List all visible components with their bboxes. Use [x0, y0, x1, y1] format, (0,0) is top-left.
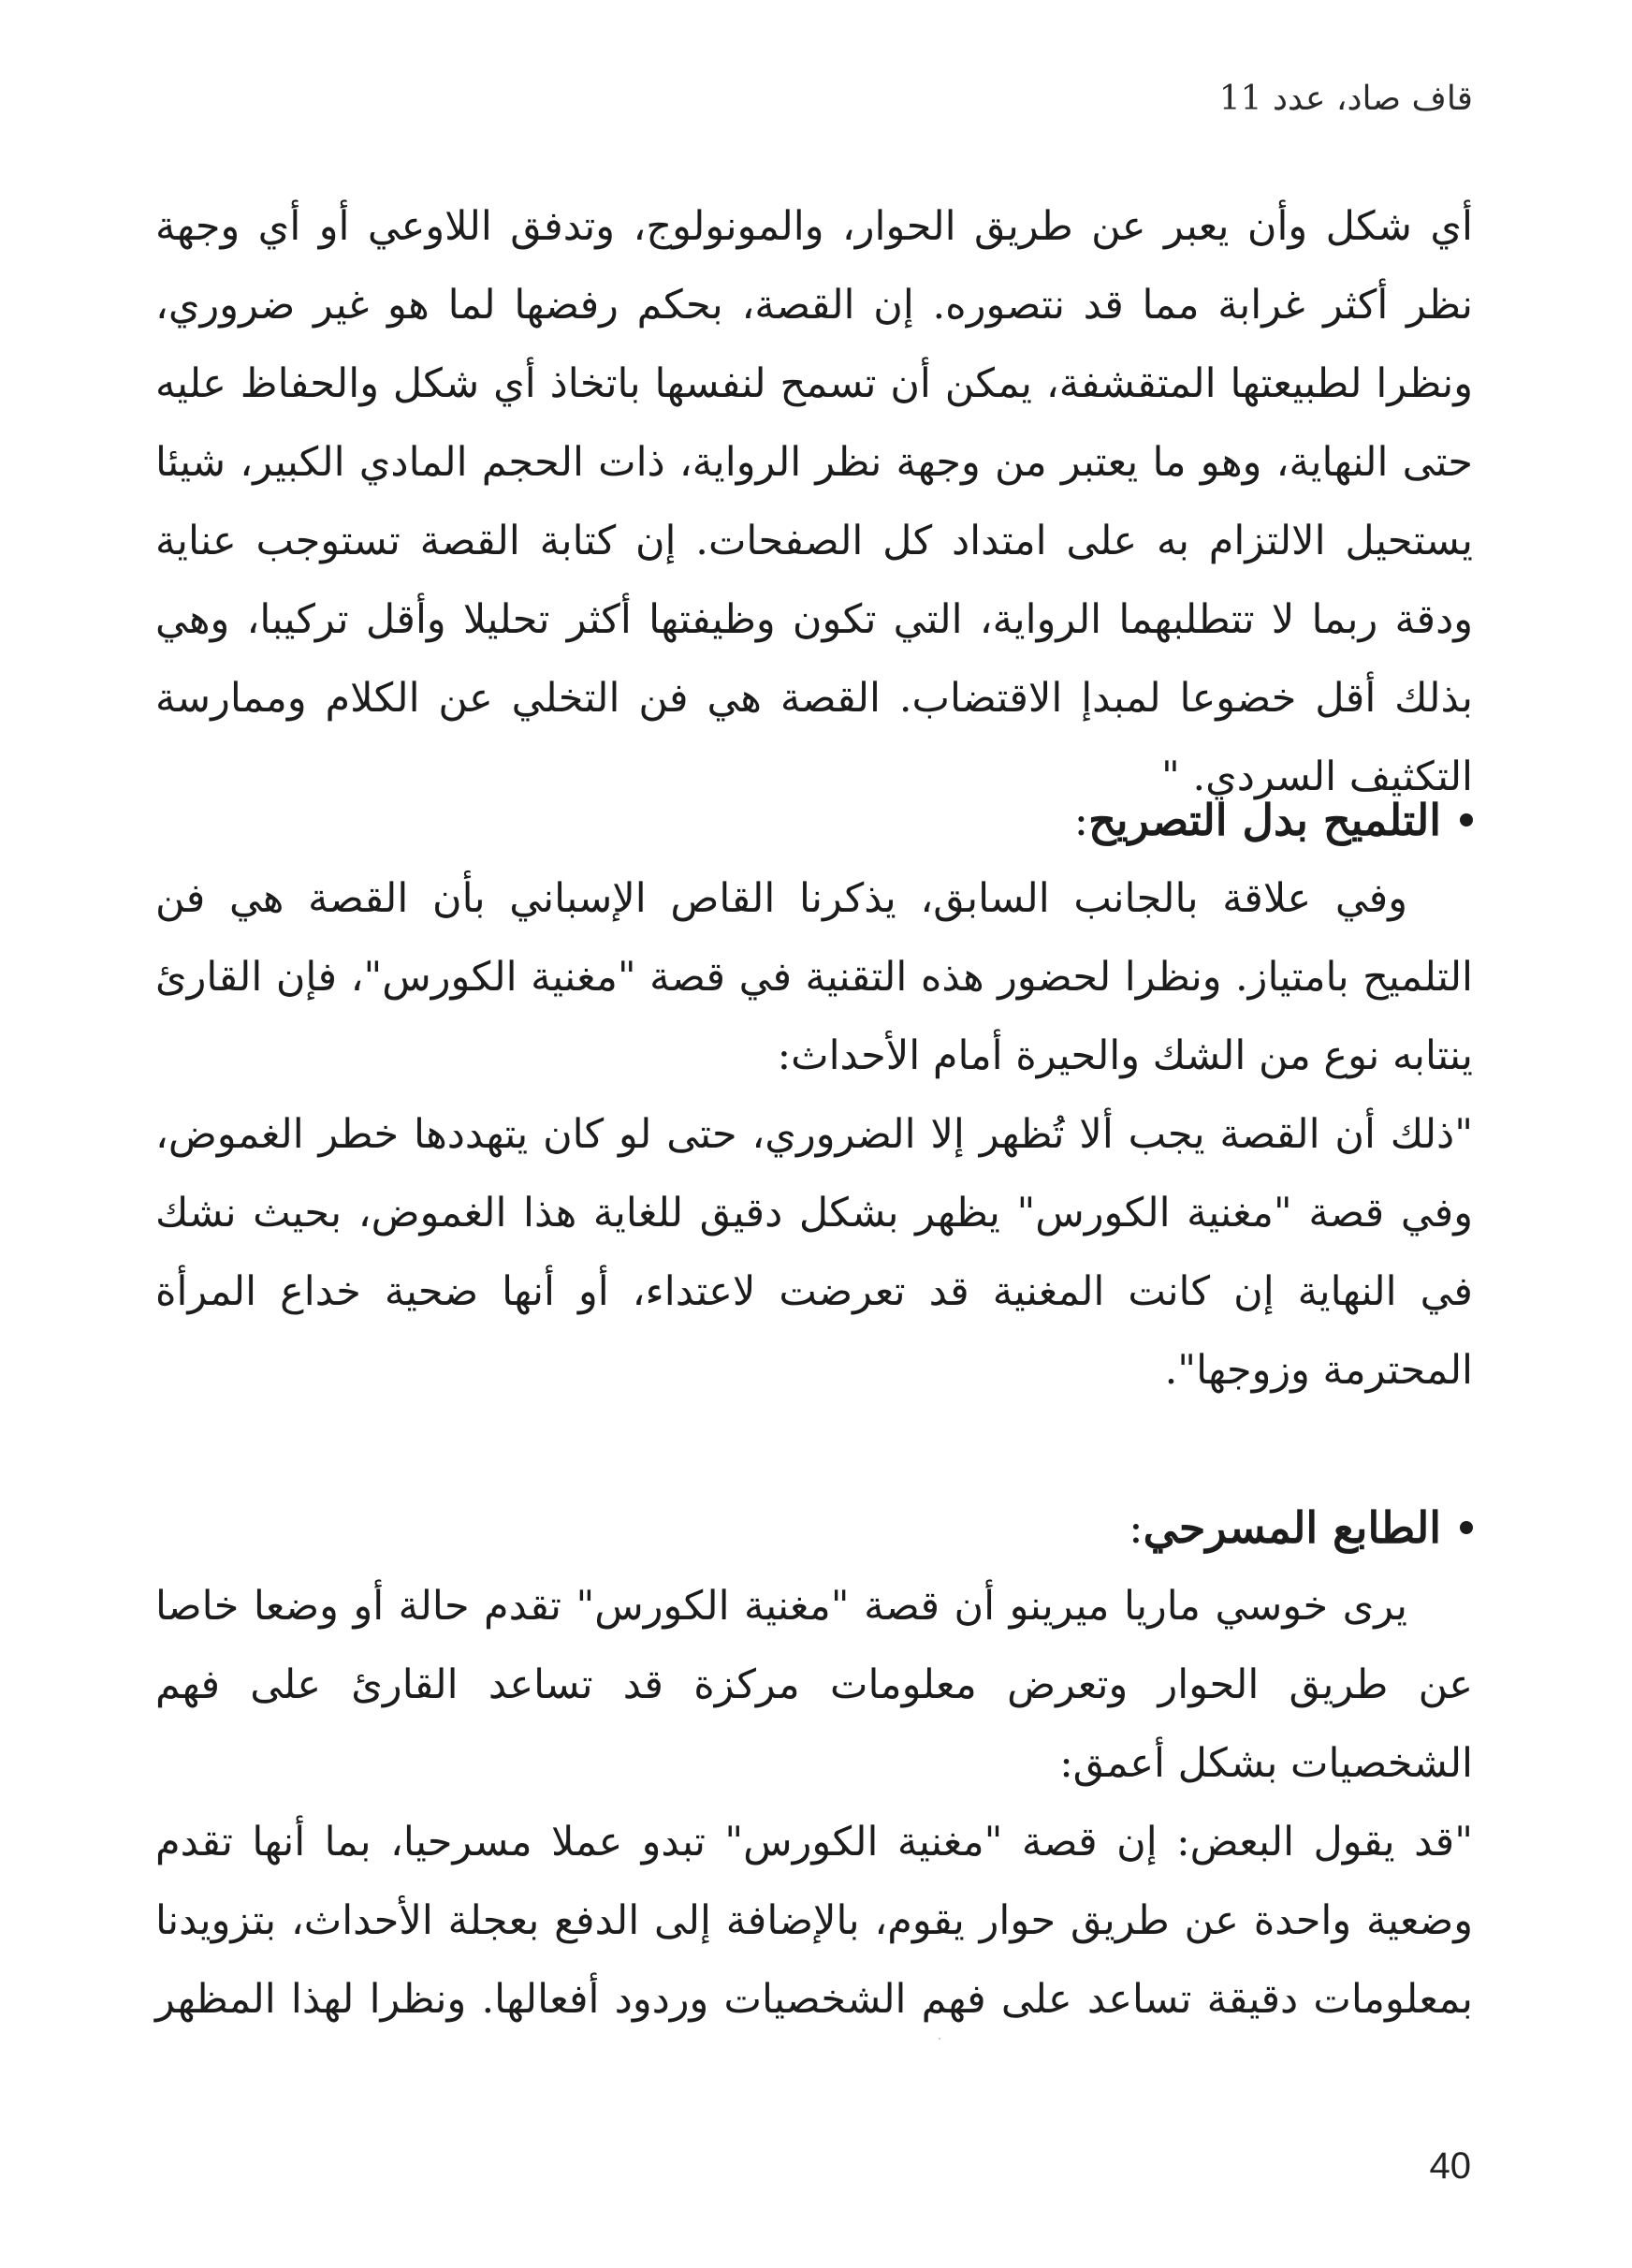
bullet-icon: [1460, 1521, 1473, 1534]
paragraph-theatrical-intro: يرى خوسي ماريا ميرينو أن قصة "مغنية الكورس" تقدم حالة أو وضعا خاصا عن طريق الحوار وتعرض معلومات مركزة قد تساعد القارئ على فهم الشخصيات بشكل أعمق:: [155, 1583, 1473, 1787]
running-header: قاف صاد، عدد 11: [1218, 80, 1473, 118]
section-heading-allusion-text: التلميح بدل التصريح: [1088, 795, 1441, 845]
section-heading-theatrical: [155, 1488, 1473, 1567]
quote-allusion: "ذلك أن القصة يجب ألا تُظهر إلا الضروري، حتى لو كان يتهددها خطر الغموض، وفي قصة "مغنية الكورس" يظهر بشكل دقيق للغاية هذا الغموض، بحيث نشك في النهاية إن كانت المغنية قد تعرضت لاعتداء، أو أنها ضحية خداع المرأة المحترمة وزوجها".: [155, 1111, 1473, 1394]
paragraph-continuation: أي شكل وأن يعبر عن طريق الحوار، والمونولوج، وتدفق اللاوعي أو أي وجهة نظر أكثر غرابة مما قد نتصوره. إن القصة، بحكم رفضها لما هو غير ضروري، ونظرا لطبيعتها المتقشفة، يمكن أن تسمح لنفسها باتخاذ أي شكل والحفاظ عليه حتى النهاية، وهو ما يعتبر من وجهة نظر الرواية، ذات الحجم المادي الكبير، شيئا يستحيل الالتزام به على امتداد كل الصفحات. إن كتابة القصة تستوجب عناية ودقة ربما لا تتطلبهما الرواية، التي تكون وظيفتها أكثر تحليلا وأقل تركيبا، وهي بذلك أقل خضوعا لمبدإ الاقتضاب. القصة هي فن التخلي عن الكلام وممارسة التكثيف السردي. ": [155, 203, 1473, 800]
section-heading-allusion: [155, 781, 1473, 859]
section-heading-theatrical-text: الطابع المسرحي: [1143, 1502, 1441, 1553]
quote-theatrical: "قد يقول البعض: إن قصة "مغنية الكورس" تبدو عملا مسرحيا، بما أنها تقدم وضعية واحدة عن طريق حوار يقوم، بالإضافة إلى الدفع بعجلة الأحداث، بتزويدنا بمعلومات دقيقة تساعد على فهم الشخصيات وردود أفعالها. ونظرا لهذا المظهر: [155, 1819, 1473, 2023]
heading-colon: :: [1129, 1502, 1144, 1553]
bullet-icon: [1460, 813, 1473, 827]
scan-speck: [939, 2038, 940, 2040]
heading-colon: :: [1073, 795, 1089, 845]
paragraph-allusion-intro: وفي علاقة بالجانب السابق، يذكرنا القاص الإسباني بأن القصة هي فن التلميح بامتياز. ونظرا لحضور هذه التقنية في قصة "مغنية الكورس"، فإن القارئ ينتابه نوع من الشك والحيرة أمام الأحداث:: [155, 875, 1473, 1079]
page-number: 40: [1429, 2145, 1471, 2187]
